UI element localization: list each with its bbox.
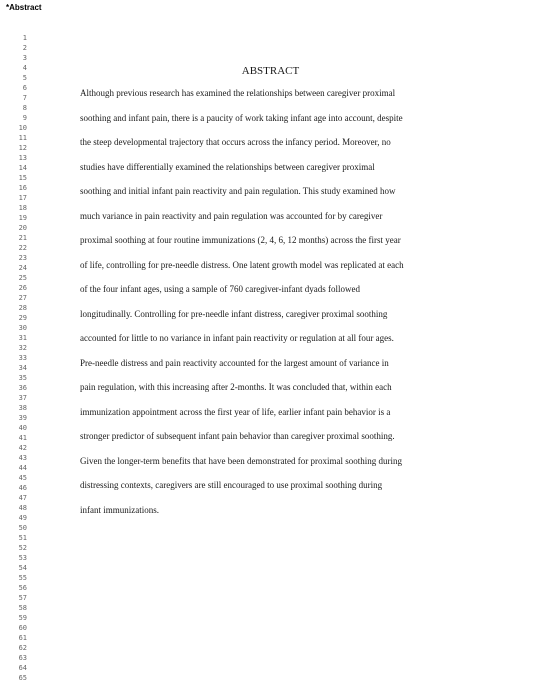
abstract-line: pain regulation, with this increasing after 2-months. It was concluded that, within each: [80, 382, 392, 392]
line-number: 57: [18, 594, 27, 602]
abstract-line: immunization appointment across the first year of life, earlier infant pain behavior is a: [80, 406, 391, 417]
line-number: 12: [18, 144, 27, 152]
line-number: 9: [22, 114, 27, 122]
line-number: 23: [18, 254, 27, 262]
line-number: 43: [18, 454, 27, 462]
line-number: 3: [22, 54, 27, 62]
line-number: 44: [18, 464, 27, 472]
line-number: 38: [18, 404, 27, 412]
line-number: 37: [18, 394, 27, 402]
line-number: 41: [18, 434, 27, 442]
line-number: 62: [18, 644, 27, 652]
document-header-label: *Abstract: [6, 3, 42, 12]
line-number: 29: [18, 314, 27, 322]
abstract-line: of the four infant ages, using a sample of 760 caregiver-infant dyads followed: [80, 284, 360, 294]
abstract-line: the steep developmental trajectory that occurs across the infancy period. Moreover, no: [80, 137, 391, 147]
line-number: 50: [18, 524, 27, 532]
line-number: 45: [18, 474, 27, 482]
abstract-line: Pre-needle distress and pain reactivity accounted for the largest amount of variance in: [80, 357, 389, 368]
line-number: 1: [22, 34, 27, 42]
line-number: 19: [18, 214, 27, 222]
line-number: 30: [18, 324, 27, 332]
abstract-title: ABSTRACT: [241, 65, 300, 77]
abstract-line: much variance in pain reactivity and pain regulation was accounted for by caregiver: [80, 210, 383, 221]
line-number: 15: [18, 174, 27, 182]
line-number: 7: [22, 94, 27, 102]
line-number: 20: [18, 224, 27, 232]
abstract-line: stronger predictor of subsequent infant pain behavior than caregiver proximal soothing.: [80, 431, 395, 441]
line-number: 18: [18, 204, 27, 212]
abstract-line: infant immunizations.: [80, 504, 159, 515]
abstract-line: of life, controlling for pre-needle distress. One latent growth model was replicated at each: [80, 259, 404, 270]
line-number: 32: [18, 344, 27, 352]
line-number: 31: [18, 334, 27, 342]
line-number: 5: [22, 74, 27, 82]
abstract-line: accounted for little to no variance in infant pain reactivity or regulation at all four ages.: [80, 333, 394, 343]
line-number: 16: [18, 184, 27, 192]
line-number: 48: [18, 504, 27, 512]
line-number-gutter: [0, 33, 27, 683]
line-number: 24: [18, 264, 27, 272]
line-number: 17: [18, 194, 27, 202]
abstract-line: distressing contexts, caregivers are still encouraged to use proximal soothing during: [80, 480, 383, 490]
line-number: 10: [18, 124, 27, 132]
line-number: 28: [18, 304, 27, 312]
line-number: 61: [18, 634, 27, 642]
line-number: 60: [18, 624, 27, 632]
line-number: 34: [18, 364, 27, 372]
line-number: 55: [18, 574, 27, 582]
line-number: 4: [22, 64, 27, 72]
line-number: 65: [18, 674, 27, 682]
line-number: 26: [18, 284, 27, 292]
line-number: 35: [18, 374, 27, 382]
line-number: 59: [18, 614, 27, 622]
line-number: 53: [18, 554, 27, 562]
abstract-line: studies have differentially examined the relationships between caregiver proximal: [80, 161, 375, 172]
line-number: 14: [18, 164, 27, 172]
line-number: 22: [18, 244, 27, 252]
line-number: 63: [18, 654, 27, 662]
line-number: 58: [18, 604, 27, 612]
line-number: 40: [18, 424, 27, 432]
line-number: 36: [18, 384, 27, 392]
line-number: 8: [22, 104, 27, 112]
abstract-line: proximal soothing at four routine immunizations (2, 4, 6, 12 months) across the first year: [80, 235, 401, 245]
line-number: 56: [18, 584, 27, 592]
line-number: 54: [18, 564, 27, 572]
line-number: 2: [22, 44, 27, 52]
abstract-line: soothing and initial infant pain reactivity and pain regulation. This study examined how: [80, 186, 396, 196]
line-number: 39: [18, 414, 27, 422]
abstract-line: Although previous research has examined the relationships between caregiver proximal: [80, 88, 396, 98]
line-number: 25: [18, 274, 27, 282]
abstract-line: longitudinally. Controlling for pre-needle infant distress, caregiver proximal soothing: [80, 308, 388, 319]
line-number: 11: [18, 134, 27, 142]
line-number: 27: [18, 294, 27, 302]
line-number: 13: [18, 154, 27, 162]
line-number: 21: [18, 234, 27, 242]
line-number: 6: [22, 84, 27, 92]
line-number: 47: [18, 494, 27, 502]
line-number: 33: [18, 354, 27, 362]
line-number: 42: [18, 444, 27, 452]
line-number: 51: [18, 534, 27, 542]
abstract-line: soothing and infant pain, there is a paucity of work taking infant age into account, despite: [80, 112, 403, 123]
line-number: 64: [18, 664, 27, 672]
line-number: 52: [18, 544, 27, 552]
line-number: 46: [18, 484, 27, 492]
line-number: 49: [18, 514, 27, 522]
abstract-line: Given the longer-term benefits that have been demonstrated for proximal soothing during: [80, 455, 402, 466]
